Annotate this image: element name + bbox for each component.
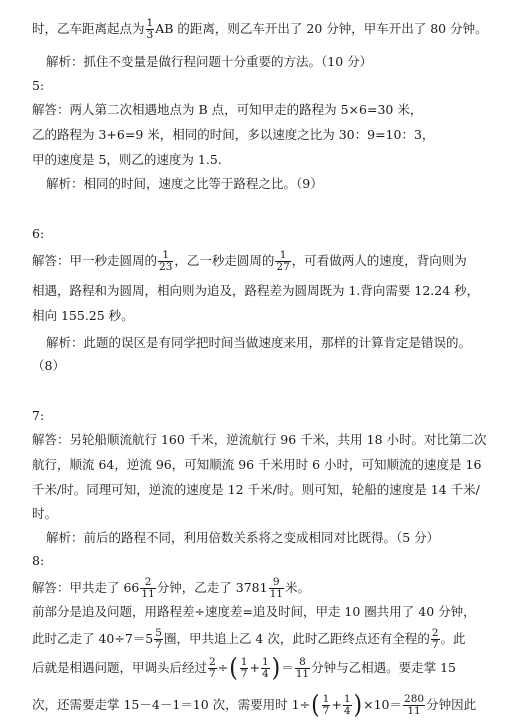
text-segment: 。此 [440, 631, 466, 646]
fraction-numerator: 2 [431, 627, 439, 639]
fraction [403, 694, 425, 717]
fraction-numerator: 1 [146, 17, 154, 29]
fraction-denominator: 4 [343, 705, 351, 717]
text-segment: 次，还需要走掌 15－4－1＝10 次，需要用时 1÷ [32, 697, 311, 712]
fraction-numerator: 280 [404, 693, 425, 705]
fraction-denominator: 11 [295, 668, 310, 680]
text-segment: AB 的距离，则乙车开出了 20 分钟，甲车开出了 80 分钟。 [155, 21, 488, 36]
text-line: 相向 155.25 秒。 [32, 308, 134, 323]
text-line: （8） [32, 358, 65, 373]
text-segment: 分钟因此 [426, 697, 477, 712]
fraction-denominator: 7 [209, 668, 216, 680]
analysis-line: 解析：此题的误区是有同学把时间当做速度来用，那样的计算肯定是错误的。 [46, 335, 472, 350]
question-number: 7: [32, 408, 45, 423]
fraction [275, 250, 290, 273]
text-line [32, 18, 488, 41]
fraction-numerator: 1 [158, 250, 173, 262]
text-line [32, 628, 466, 651]
fraction-denominator: 4 [261, 668, 269, 680]
fraction [154, 628, 163, 651]
analysis-line: 解析：相同的时间，速度之比等于路程之比。（9） [46, 176, 323, 191]
text-segment: ＝ [281, 660, 294, 675]
fraction [140, 577, 155, 600]
right-paren: ) [271, 653, 281, 683]
fraction-denominator: 7 [240, 668, 248, 680]
fraction-numerator: 1 [322, 693, 330, 705]
analysis-line: 解析：前后的路程不同，利用倍数关系将之变成相同对比既得。（5 分） [46, 530, 440, 545]
text-segment: 米。 [284, 580, 310, 595]
text-line: 前部分是追及问题，用路程差÷速度差=追及时间，甲走 10 圈共用了 40 分钟， [32, 604, 476, 619]
fraction-numerator: 5 [155, 627, 162, 639]
text-segment: 此时乙走了 40÷7＝5 [32, 631, 154, 646]
text-segment: ×10＝ [363, 697, 403, 712]
right-paren: ) [353, 690, 363, 720]
fraction-denominator: 11 [269, 588, 283, 600]
fraction [295, 657, 310, 680]
text-segment: 圈，甲共追上乙 4 次，此时乙距终点还有全程的 [163, 631, 430, 646]
fraction [269, 577, 284, 600]
question-number: 5: [32, 78, 45, 93]
plus-sign: + [249, 660, 260, 675]
fraction-denominator: 23 [159, 261, 173, 273]
fraction-numerator: 1 [261, 656, 269, 668]
fraction-numerator: 1 [275, 250, 290, 262]
question-number: 8: [32, 553, 45, 568]
fraction [343, 694, 352, 717]
left-paren: ( [229, 653, 238, 683]
text-segment: 后就是相遇问题，甲调头后经过 [32, 660, 208, 675]
fraction [240, 657, 249, 680]
text-segment: ，可看做两人的速度，背向则为 [291, 253, 467, 268]
text-line: 时。 [32, 506, 58, 521]
text-line: 相遇，路程和为圆周，相向则为追及，路程差为圆周既为 1.背向需要 12.24 秒， [32, 283, 480, 298]
text-segment: ，乙一秒走圆周的 [174, 253, 275, 268]
plus-sign: + [331, 697, 342, 712]
question-number: 6: [32, 226, 45, 241]
answer-line [32, 577, 310, 600]
text-segment: 分钟，乙走了 3781 [156, 580, 268, 595]
text-line [32, 690, 477, 720]
answer-line: 解答：另轮船顺流航行 160 千米，逆流航行 96 千米，共用 18 小时。对比第二次 [32, 432, 487, 447]
fraction [261, 657, 270, 680]
text-line: 甲的速度是 5，则乙的速度为 1.5. [32, 152, 222, 167]
fraction [322, 694, 331, 717]
text-line [32, 653, 457, 683]
fraction-denominator: 11 [141, 588, 155, 600]
text-segment: ÷ [217, 660, 229, 675]
fraction-denominator: 3 [146, 29, 154, 41]
text-segment: 解答：甲一秒走圆周的 [32, 253, 158, 268]
fraction-numerator: 8 [295, 657, 310, 669]
fraction-denominator: 27 [276, 261, 290, 273]
text-segment: 分钟与乙相遇。要走掌 15 [311, 660, 457, 675]
fraction-numerator: 1 [240, 656, 248, 668]
fraction-denominator: 11 [407, 705, 421, 717]
fraction-numerator: 9 [269, 577, 284, 589]
fraction-numerator: 2 [209, 656, 216, 668]
fraction-denominator: 7 [322, 705, 330, 717]
answer-line: 解答：两人第二次相遇地点为 B 点，可知甲走的路程为 5×6=30 米， [32, 102, 423, 117]
analysis-line: 解析：抓住不变量是做行程问题十分重要的方法。（10 分） [46, 54, 373, 69]
text-line: 航行，顺流 64，逆流 96，可知顺流 96 千米用时 6 小时，可知顺流的速度是 16 [32, 457, 482, 472]
fraction-numerator: 1 [343, 693, 351, 705]
fraction-denominator: 7 [431, 639, 439, 651]
text-segment: 时，乙车距离起点为 [32, 21, 145, 36]
left-paren: ( [311, 690, 320, 720]
fraction [208, 657, 217, 680]
answer-line [32, 250, 467, 273]
text-segment: 解答：甲共走了 66 [32, 580, 140, 595]
text-line: 乙的路程为 3+6=9 米，相同的时间，多以速度之比为 30：9=10：3， [32, 127, 435, 142]
fraction [146, 18, 155, 41]
fraction [431, 628, 440, 651]
fraction [158, 250, 173, 273]
fraction-numerator: 2 [140, 577, 155, 589]
text-line: 千米/时。同理可知，逆流的速度是 12 千米/时。则可知，轮船的速度是 14 千米/ [32, 482, 480, 497]
fraction-denominator: 7 [155, 639, 162, 651]
